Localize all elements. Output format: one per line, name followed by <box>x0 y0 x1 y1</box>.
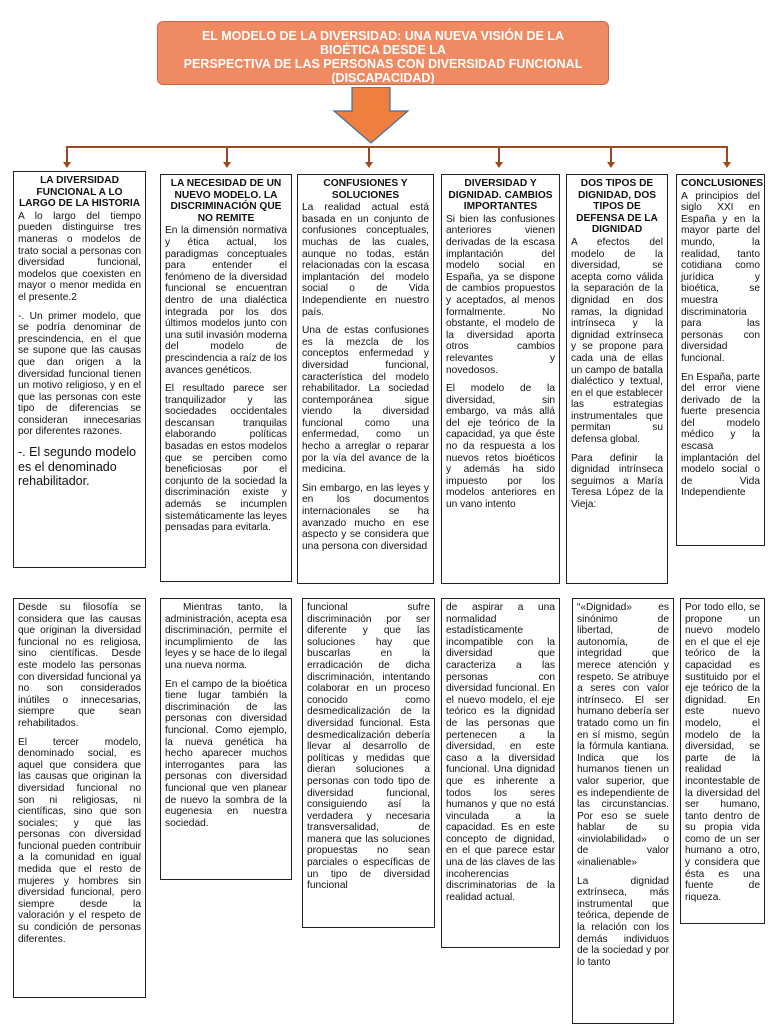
connector-tick <box>368 146 370 164</box>
title-line-4: (DISCAPACIDAD) <box>331 71 435 85</box>
connector-tick <box>498 146 500 164</box>
box-paragraph: Una de estas confusiones es la mezcla de los conceptos enfermedad y diversidad funcional, característica del modelo rehabilitador. La sociedad contemporánea sigue viendo la diversidad funcional como una enfermedad, como un hecho a arreglar o reparar por la vía del avance de la medicina. <box>302 325 429 476</box>
box-heading: CONFUSIONES Y SOLUCIONES <box>323 178 408 201</box>
box-paragraph: La dignidad extrínseca, más instrumental que teórica, depende de la relación con los demás individuos de la sociedad y por lo tanto <box>577 875 669 968</box>
box-paragraph: A efectos del modelo de la diversidad, se acepta como válida la separación de la dignidad en dos ramas, la dignidad intrínseca y la dignidad extrínseca y se propone para cada una de ellas un campo de batalla dialéctico y textual, en el que establecer las estrategias instrumentales que permitan su defensa global. <box>571 236 663 446</box>
history-continued-box <box>13 598 146 998</box>
title-line-3: PERSPECTIVA DE LAS PERSONAS CON DIVERSIDAD FUNCIONAL <box>183 57 583 71</box>
box-heading: DOS TIPOS DE DIGNIDAD, DOS TIPOS DE DEFENSA DE LA DIGNIDAD <box>576 178 658 236</box>
two-dignities-continued-box <box>572 598 674 1024</box>
box-heading: LA DIVERSIDAD FUNCIONAL A LO LARGO DE LA HISTORIA <box>18 175 141 210</box>
box-paragraph: El modelo de la diversidad, sin embargo, va más allá del eje teórico de la capacidad, ya que éste no da respuesta a los nuevos retos bioéticos y además ha sido impuesto por los modelos anteriores en un vano intento <box>446 383 555 511</box>
box-paragraph: El resultado parece ser tranquilizador y las sociedades occidentales descansan tranquilas elaborando políticas basadas en estos modelos que se perciben como beneficiosas por el conjunto de la sociedad la discriminación existe y además se incumplen sistemáticamente las leyes pensadas para evitarla. <box>165 383 287 534</box>
diversity-dignity-box <box>441 174 560 584</box>
two-dignities-box <box>566 174 668 584</box>
connector-tick <box>66 146 68 164</box>
box-paragraph: En el campo de la bioética tiene lugar también la discriminación de las personas con diversidad funcional. Como ejemplo, la nueva genética ha hecho aparecer muchos interrogantes para las personas con diversidad funcional que ven planear de nuevo la sombra de la eugenesia en nuestra sociedad. <box>165 678 287 829</box>
box-paragraph: La realidad actual está basada en un conjunto de confusiones conceptuales, muchas de las cuales, aunque no todas, están relacionadas con la escasa implantación del modelo social o de Vida Independiente en nuestro país. <box>302 202 429 318</box>
box-paragraph: Sin embargo, en las leyes y en los documentos internacionales se ha avanzado mucho en ese aspecto y se considera que una persona con diversidad <box>302 482 429 552</box>
box-paragraph: “«Dignidad» es sinónimo de libertad, de autonomía, de integridad que merece atención y respeto. Se atribuye a seres con valor intrínseco. El ser humano debería ser tratado como un fin en sí mismo, según la fórmula kantiana. Indica que los humanos tienen un valor superior, que es independiente de las circunstancias. Por eso se suele hablar de su «inviolabilidad» o de valor «inalienable» <box>577 602 669 869</box>
box-paragraph: -. El segundo modelo es el denominado rehabilitador. <box>18 445 137 489</box>
connector-tick <box>226 146 228 164</box>
box-paragraph: de aspirar a una normalidad estadísticamente incompatible con la diversidad que caracteriza a las personas con diversidad funcional. En el nuevo modelo, el eje teórico es la dignidad de las personas que pertenecen a la diversidad, en este caso a la diversidad funcional. Una dignidad que es inherente a todos los seres humanos y que no está vinculada a la capacidad. Es en este concepto de dignidad, en el que parece estar una de las claves de las incoherencias discriminatorias de la realidad actual. <box>446 602 555 903</box>
box-paragraph: Si bien las confusiones anteriores vienen derivadas de la escasa implantación del modelo social en España, ya se dispone de cambios propuestos y aceptados, al menos formalmente. No obstante, el modelo de la diversidad aporta otros cambios relevantes y novedosos. <box>446 213 555 376</box>
box-paragraph: En la dimensión normativa y ética actual, los paradigmas conceptuales para entender el fenómeno de la diversidad funcional se encuentran dentro de una dialéctica integrada por los dos últimos modelos junto con una sutil invasión moderna del modelo de prescindencia a raíz de los avances genéticos. <box>165 225 287 376</box>
conclusions-continued-box <box>680 598 765 924</box>
down-arrow-icon <box>332 87 410 145</box>
box-heading: LA NECESIDAD DE UN NUEVO MODELO. LA DISCRIMINACIÓN QUE NO REMITE <box>170 178 282 224</box>
confusions-box <box>297 174 434 584</box>
box-paragraph: Desde su filosofía se considera que las causas que originan la diversidad funcional no es religiosa, sino científicas. Desde este modelo las personas con diversidad funcional ya no son considerados inútiles o innecesarias, siempre que sean rehabilitados. <box>18 602 141 729</box>
page-title-box <box>157 21 609 85</box>
box-paragraph: Para definir la dignidad intrínseca seguimos a María Teresa López de la Vieja: <box>571 452 663 511</box>
box-paragraph: Mientras tanto, la administración, acepta esa discriminación, permite el incumplimiento de las leyes y se hace de lo ilegal una nueva norma. <box>165 602 287 671</box>
diversity-dignity-continued-box <box>441 598 560 948</box>
box-paragraph: A principios del siglo XXI en España y en la mayor parte del mundo, la realidad, tanto cotidiana como jurídica y bioética, se muestra discriminatoria para las personas con diversidad funcional. <box>681 190 760 364</box>
box-paragraph: funcional sufre discriminación por ser diferente y que las soluciones hay que buscarlas en la erradicación de dicha discriminación, intentando colaborar en un proceso conocido como desmedicalización de la diversidad funcional. Esta desmedicalización debería llevar al desarrollo de políticas y medidas que dieran soluciones a personas con todo tipo de diversidad funcional, consiguiendo así la verdadera y necesaria transversalidad, de manera que las soluciones propuestas no sean parciales o específicas de un tipo de diversidad funcional <box>307 602 430 892</box>
box-paragraph: En España, parte del error viene derivado de la fuerte presencia del modelo médico y la escasa implantación del modelo social o de Vida Independiente <box>681 371 760 499</box>
box-heading: CONCLUSIONES <box>681 178 764 189</box>
connector-tick <box>726 146 728 164</box>
new-model-continued-box <box>160 598 292 880</box>
confusions-continued-box <box>302 598 435 928</box>
history-box <box>13 171 146 568</box>
conclusions-box <box>676 174 765 546</box>
new-model-box <box>160 174 292 582</box>
box-heading: DIVERSIDAD Y DIGNIDAD. CAMBIOS IMPORTANTES <box>448 178 553 213</box>
title-line-1: EL MODELO DE LA DIVERSIDAD: UNA NUEVA VISIÓN DE LA <box>201 29 565 43</box>
box-paragraph: El tercer modelo, denominado social, es aquel que considera que las causas que originan la diversidad funcional no son ni religiosas, ni científicas, sino que son sociales; y que las personas con diversidad funcional pueden contribuir a la comunidad en igual medida que el resto de mujeres y hombres sin diversidad funcional, pero siempre desde la valoración y el respeto de su condición de personas diferentes. <box>18 736 141 945</box>
connector-line <box>66 146 728 148</box>
connector-tick <box>610 146 612 164</box>
title-line-2: BIOÉTICA DESDE LA <box>320 43 446 57</box>
box-paragraph: -. Un primer modelo, que se podría denominar de prescindencia, en el que se supone que las causas que dan origen a la diversidad funcional tienen un motivo religioso, y en el que las personas con este tipo de diferencias se consideran innecesarias por diferentes razones. <box>18 310 141 438</box>
box-paragraph: A lo largo del tiempo pueden distinguirse tres maneras o modelos de trato social a personas con diversidad funcional, modelos que coexisten en mayor o menor medida en el presente.2 <box>18 210 141 303</box>
box-paragraph: Por todo ello, se propone un nuevo modelo en el que el eje teórico de la capacidad es sustituido por el eje teórico de la dignidad. En este nuevo modelo, el modelo de la diversidad, se parte de la realidad incontestable de la diversidad del ser humano, tanto dentro de su propia vida como de un ser humano a otro, y considera que ésta es una fuente de riqueza. <box>685 602 760 903</box>
